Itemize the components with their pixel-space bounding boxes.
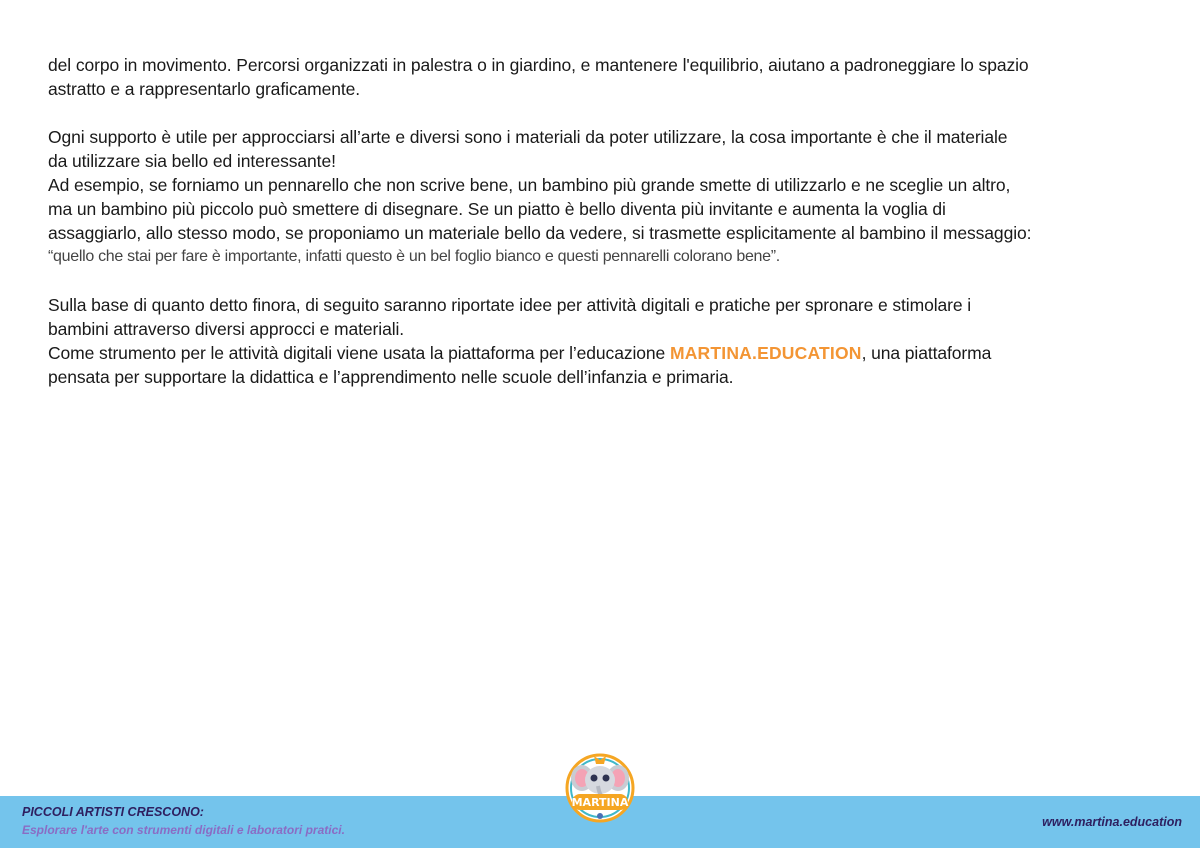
elephant-logo-icon (560, 748, 640, 828)
text-line (48, 341, 1158, 365)
text-line: Ogni supporto è utile per approcciarsi all’arte e diversi sono i materiali da poter utilizzare, la cosa importante è che il materiale (48, 127, 1008, 147)
text-segment: Come strumento per le attività digitali viene usata la piattaforma per l’educazione (48, 343, 670, 363)
footer-title: PICCOLI ARTISTI CRESCONO: (22, 805, 204, 819)
svg-text:MARTINA: MARTINA (571, 796, 629, 809)
paragraph-materials (48, 125, 1158, 269)
footer-subtitle: Esplorare l'arte con strumenti digitali e laboratori pratici. (22, 823, 345, 837)
text-line: astratto e a rappresentarlo graficamente. (48, 79, 361, 99)
document-body (48, 53, 1158, 389)
text-line: Ad esempio, se forniamo un pennarello che non scrive bene, un bambino più grande smette di utilizzarlo e ne sceglie un altro, (48, 175, 1011, 195)
text-line: del corpo in movimento. Percorsi organizzati in palestra o in giardino, e mantenere l'equilibrio, aiutano a padroneggiare lo spazio (48, 55, 1029, 75)
paragraph-movement (48, 53, 1158, 101)
text-line: bambini attraverso diversi approcci e materiali. (48, 319, 405, 339)
paragraph-activities (48, 293, 1158, 389)
text-line: da utilizzare sia bello ed interessante! (48, 151, 336, 171)
text-line: Sulla base di quanto detto finora, di seguito saranno riportate idee per attività digitali e pratiche per spronare e stimolare i (48, 295, 972, 315)
text-line: ma un bambino più piccolo può smettere di disegnare. Se un piatto è bello diventa più invitante e aumenta la voglia di (48, 199, 946, 219)
footer-url: www.martina.education (1042, 815, 1182, 829)
martina-logo (560, 748, 640, 828)
text-line: assaggiarlo, allo stesso modo, se proponiamo un materiale bello da vedere, si trasmette esplicitamente al bambino il messaggio: (48, 223, 1032, 243)
brand-name: MARTINA.EDUCATION (669, 343, 862, 363)
quote-text: “quello che stai per fare è importante, infatti questo è un bel foglio bianco e questi pennarelli colorano bene”. (48, 248, 780, 265)
text-line: pensata per supportare la didattica e l’apprendimento nelle scuole dell’infanzia e primaria. (48, 367, 734, 387)
text-segment: , una piattaforma (861, 343, 992, 363)
